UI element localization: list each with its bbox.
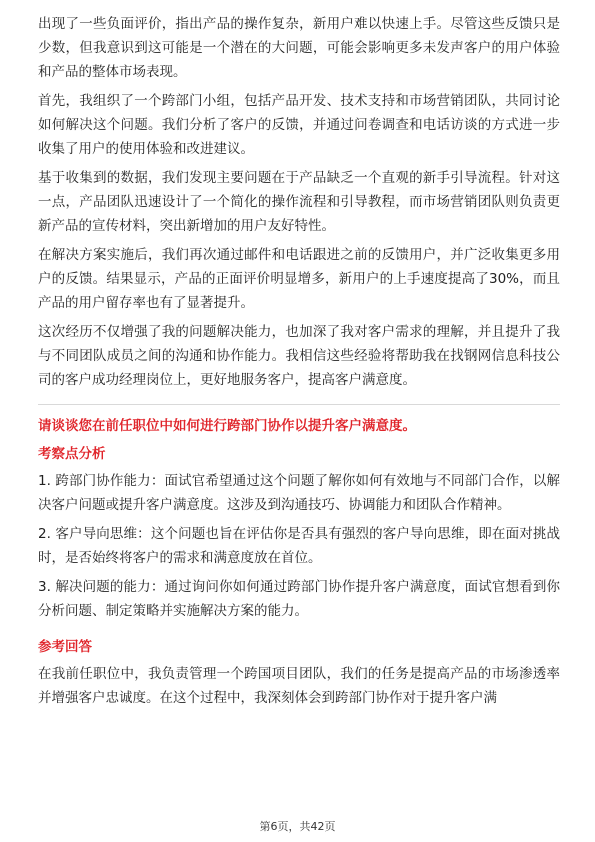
section-divider bbox=[38, 404, 560, 405]
intro-paragraph-5: 这次经历不仅增强了我的问题解决能力，也加深了我对客户需求的理解，并且提升了我与不同团队成员之间的沟通和协作能力。我相信这些经验将帮助我在找钢网信息科技公司的客户成功经理岗位上，更好地服务客户，提高客户满意度。 bbox=[38, 324, 560, 388]
answer-heading: 参考回答 bbox=[38, 639, 92, 655]
analysis-section bbox=[38, 443, 560, 623]
intro-paragraph-4: 在解决方案实施后，我们再次通过邮件和电话跟进之前的反馈用户，并广泛收集更多用户的反馈。结果显示，产品的正面评价明显增多，新用户的上手速度提高了30%，而且产品的用户留存率也有了显著提升。 bbox=[38, 247, 560, 311]
analysis-heading: 考察点分析 bbox=[38, 446, 106, 462]
intro-paragraph-3: 基于收集到的数据，我们发现主要问题在于产品缺乏一个直观的新手引导流程。针对这一点，产品团队迅速设计了一个简化的操作流程和引导教程，而市场营销团队则负责更新产品的宣传材料，突出新增加的用户友好特性。 bbox=[38, 170, 560, 234]
analysis-item-3: 3. 解决问题的能力：通过询问你如何通过跨部门协作提升客户满意度，面试官想看到你分析问题、制定策略并实施解决方案的能力。 bbox=[38, 579, 560, 619]
answer-paragraph-1: 在我前任职位中，我负责管理一个跨国项目团队，我们的任务是提高产品的市场渗透率并增强客户忠诚度。在这个过程中，我深刻体会到跨部门协作对于提升客户满 bbox=[38, 666, 560, 706]
page-footer bbox=[0, 818, 595, 834]
intro-paragraph-1: 出现了一些负面评价，指出产品的操作复杂，新用户难以快速上手。尽管这些反馈只是少数，但我意识到这可能是一个潜在的大问题，可能会影响更多未发声客户的用户体验和产品的整体市场表现。 bbox=[38, 16, 560, 80]
analysis-item-1: 1. 跨部门协作能力：面试官希望通过这个问题了解你如何有效地与不同部门合作，以解决客户问题或提升客户满意度。这涉及到沟通技巧、协调能力和团队合作精神。 bbox=[38, 473, 560, 513]
page-number-label: 第6页，共42页 bbox=[259, 820, 336, 833]
analysis-item-2: 2. 客户导向思维：这个问题也旨在评估你是否具有强烈的客户导向思维，即在面对挑战时，是否始终将客户的需求和满意度放在首位。 bbox=[38, 526, 560, 566]
intro-paragraph-2: 首先，我组织了一个跨部门小组，包括产品开发、技术支持和市场营销团队，共同讨论如何解决这个问题。我们分析了客户的反馈，并通过问卷调查和电话访谈的方式进一步收集了用户的使用体验和改进建议。 bbox=[38, 93, 560, 157]
section-gap bbox=[38, 628, 560, 636]
document-page bbox=[38, 12, 560, 715]
question-title: 请谈谈您在前任职位中如何进行跨部门协作以提升客户满意度。 bbox=[38, 418, 416, 434]
answer-section bbox=[38, 636, 560, 710]
intro-section bbox=[38, 12, 560, 392]
